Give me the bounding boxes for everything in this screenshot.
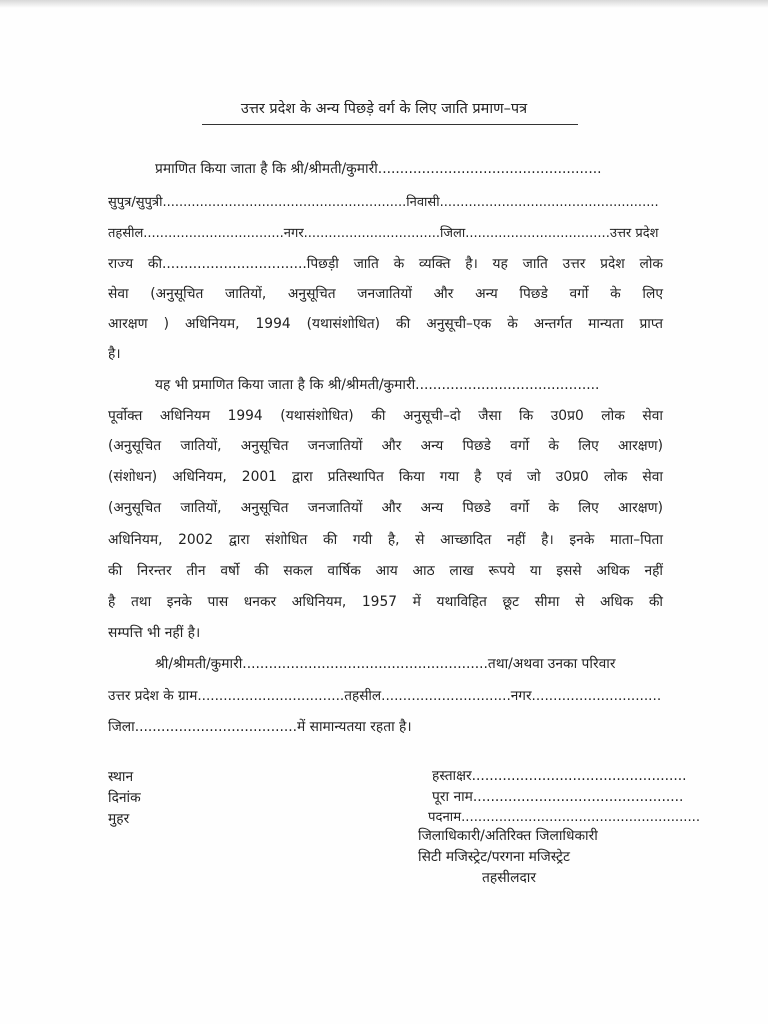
para1-line: प्रमाणित किया जाता है कि श्री/श्रीमती/कुमारी...................................................	[155, 161, 602, 177]
para3-line: श्री/श्रीमती/कुमारी........................................................तथा/अथवा उनका परिवार	[155, 656, 616, 672]
para3-line: जिला.....................................में सामान्यतया रहता है।	[108, 719, 412, 735]
para2-line: यह भी प्रमाणित किया जाता है कि श्री/श्रीमती/कुमारी..........................................	[155, 377, 600, 393]
para2-line: पूर्वोक्त अधिनियम 1994 (यथासंशोधित) की अनुसूची–दो जैसा कि उ0प्र0 लोक सेवा	[108, 408, 663, 424]
para1-line: सेवा (अनुसूचित जातियों, अनुसूचित जनजातियों और अन्य पिछडे वर्गो के लिए	[108, 286, 663, 302]
title-underline	[202, 124, 578, 125]
para1-line: सुपुत्र/सुपुत्री...........................................................निवासी.....................................................	[108, 195, 659, 210]
issuing-office-line: तहसीलदार	[482, 870, 536, 886]
para2-line: अधिनियम, 2002 द्वारा संशोधित की गयी है, से आच्छादित नहीं है। इनके माता–पिता	[108, 532, 663, 548]
signature-field: हस्ताक्षर.................................................	[432, 768, 687, 784]
para1-line: आरक्षण ) अधिनियम, 1994 (यथासंशोधित) की अनुसूची–एक के अन्तर्गत मान्यता प्राप्त	[108, 316, 663, 332]
para1-line: तहसील..................................नगर.................................जिला...................................उत्तर प्रदेश	[108, 226, 659, 241]
document-title: उत्तर प्रदेश के अन्य पिछड़े वर्ग के लिए जाति प्रमाण–पत्र	[240, 101, 528, 117]
issuing-office-line: सिटी मजिस्ट्रेट/परगना मजिस्ट्रेट	[418, 849, 570, 865]
para1-line: राज्य की.................................पिछड़ी जाति के व्यक्ति है। यह जाति उत्तर प्रदेश लोक	[108, 256, 663, 272]
para2-line: (अनुसूचित जातियों, अनुसूचित जनजातियों और अन्य पिछडे वर्गो के लिए आरक्षण)	[108, 500, 663, 516]
seal-label: मुहर	[108, 811, 130, 827]
date-label: दिनांक	[108, 790, 141, 806]
para2-line: (अनुसूचित जातियों, अनुसूचित जनजातियों और अन्य पिछडे वर्गो के लिए आरक्षण)	[108, 438, 663, 454]
designation-field: पदनाम.........................................................	[428, 810, 701, 825]
para2-line: की निरन्तर तीन वर्षो की सकल वार्षिक आय आठ लाख रूपये या इससे अधिक नहीं	[108, 563, 663, 579]
para2-line: है तथा इनके पास धनकर अधिनियम, 1957 में यथाविहित छूट सीमा से अधिक की	[108, 594, 663, 610]
full-name-field: पूरा नाम................................................	[432, 789, 684, 805]
para2-line: (संशोधन) अधिनियम, 2001 द्वारा प्रतिस्थापित किया गया है एवं जो उ0प्र0 लोक सेवा	[108, 469, 663, 485]
scan-edge-shadow	[0, 0, 768, 8]
para2-line: सम्पत्ति भी नहीं है।	[108, 625, 201, 641]
issuing-office-line: जिलाधिकारी/अतिरिक्त जिलाधिकारी	[418, 828, 598, 844]
para3-line: उत्तर प्रदेश के ग्राम..................................तहसील..............................नगर..............................	[108, 688, 662, 704]
para1-line: है।	[108, 346, 121, 362]
place-label: स्थान	[108, 769, 134, 785]
